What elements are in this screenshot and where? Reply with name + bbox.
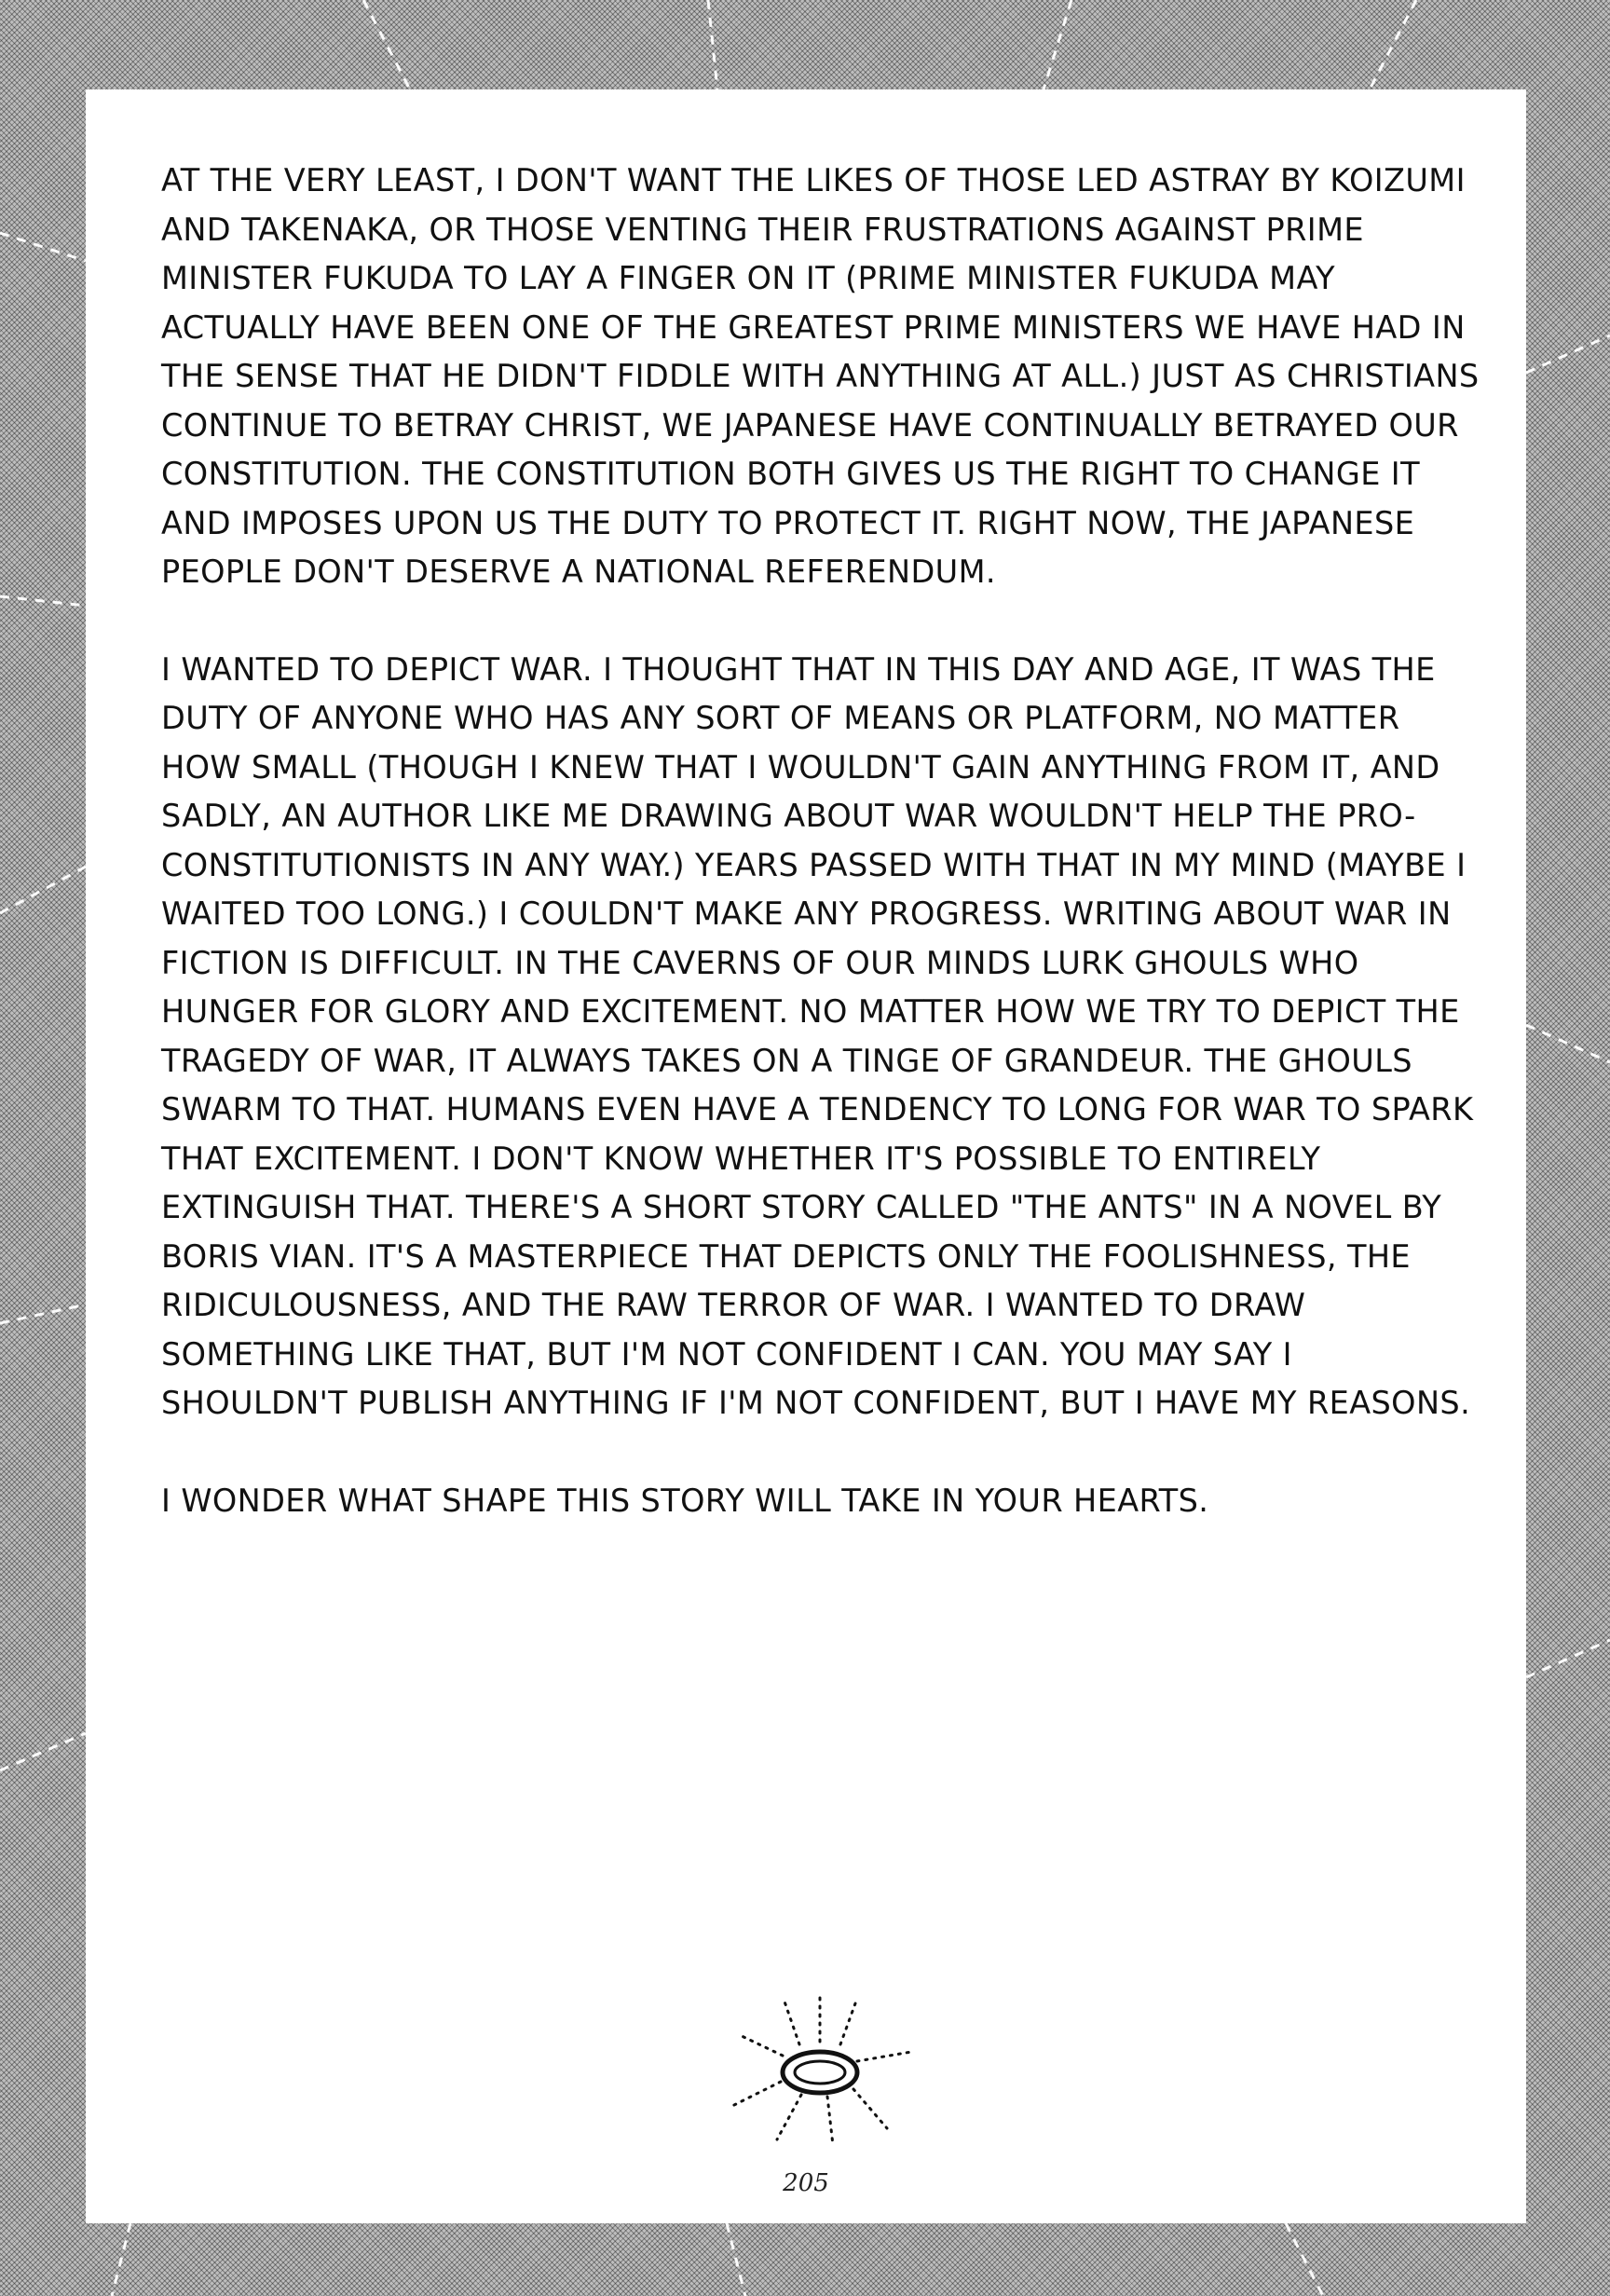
paragraph-1: AT THE VERY LEAST, I DON'T WANT THE LIKES OF THOSE LED ASTRAY BY KOIZUMI AND TAKENAKA, OR THOSE VENTING THEIR FRUSTRATIONS AGAINST PRIME MINISTER FUKUDA TO LAY A FINGER ON IT (PRIME MINISTER FUKUDA MAY ACTUALLY HAVE BEEN ONE OF THE GREATEST PRIME MINISTERS WE HAVE HAD IN THE SENSE THAT HE DIDN'T FIDDLE WITH ANYTHING AT ALL.) JUST AS CHRISTIANS CONTINUE TO BETRAY CHRIST, WE JAPANESE HAVE CONTINUALLY BETRAYED OUR CONSTITUTION. THE CONSTITUTION BOTH GIVES US THE RIGHT TO CHANGE IT AND IMPOSES UPON US THE DUTY TO PROTECT IT. RIGHT NOW, THE JAPANESE PEOPLE DON'T DESERVE A NATIONAL REFERENDUM. <box>161 162 1480 590</box>
paragraph-2: I WANTED TO DEPICT WAR. I THOUGHT THAT IN THIS DAY AND AGE, IT WAS THE DUTY OF ANYONE WHO HAS ANY SORT OF MEANS OR PLATFORM, NO MATTER HOW SMALL (THOUGH I KNEW THAT I WOULDN'T GAIN ANYTHING FROM IT, AND SADLY, AN AUTHOR LIKE ME DRAWING ABOUT WAR WOULDN'T HELP THE PRO-CONSTITUTIONISTS IN ANY WAY.) YEARS PASSED WITH THAT IN MY MIND (MAYBE I WAITED TOO LONG.) I COULDN'T MAKE ANY PROGRESS. WRITING ABOUT WAR IN FICTION IS DIFFICULT. IN THE CAVERNS OF OUR MINDS LURK GHOULS WHO HUNGER FOR GLORY AND EXCITEMENT. NO MATTER HOW WE TRY TO DEPICT THE TRAGEDY OF WAR, IT ALWAYS TAKES ON A TINGE OF GRANDEUR. THE GHOULS SWARM TO THAT. HUMANS EVEN HAVE A TENDENCY TO LONG FOR WAR TO SPARK THAT EXCITEMENT. I DON'T KNOW WHETHER IT'S POSSIBLE TO ENTIRELY EXTINGUISH THAT. THERE'S A SHORT STORY CALLED "THE ANTS" IN A NOVEL BY BORIS VIAN. IT'S A MASTERPIECE THAT DEPICTS ONLY THE FOOLISHNESS, THE RIDICULOUSNESS, AND THE RAW TERROR OF WAR. I WANTED TO DRAW SOMETHING LIKE THAT, BUT I'M NOT CONFIDENT I CAN. YOU MAY SAY I SHOULDN'T PUBLISH ANYTHING IF I'M NOT CONFIDENT, BUT I HAVE MY REASONS. <box>161 650 1474 1421</box>
paragraph-3: I WONDER WHAT SHAPE THIS STORY WILL TAKE IN YOUR HEARTS. <box>161 1482 1209 1519</box>
afterword-text <box>161 157 1484 1525</box>
page-number: 205 <box>783 2169 829 2197</box>
sun-doodle-icon <box>717 1990 922 2149</box>
text-panel <box>86 89 1526 2223</box>
